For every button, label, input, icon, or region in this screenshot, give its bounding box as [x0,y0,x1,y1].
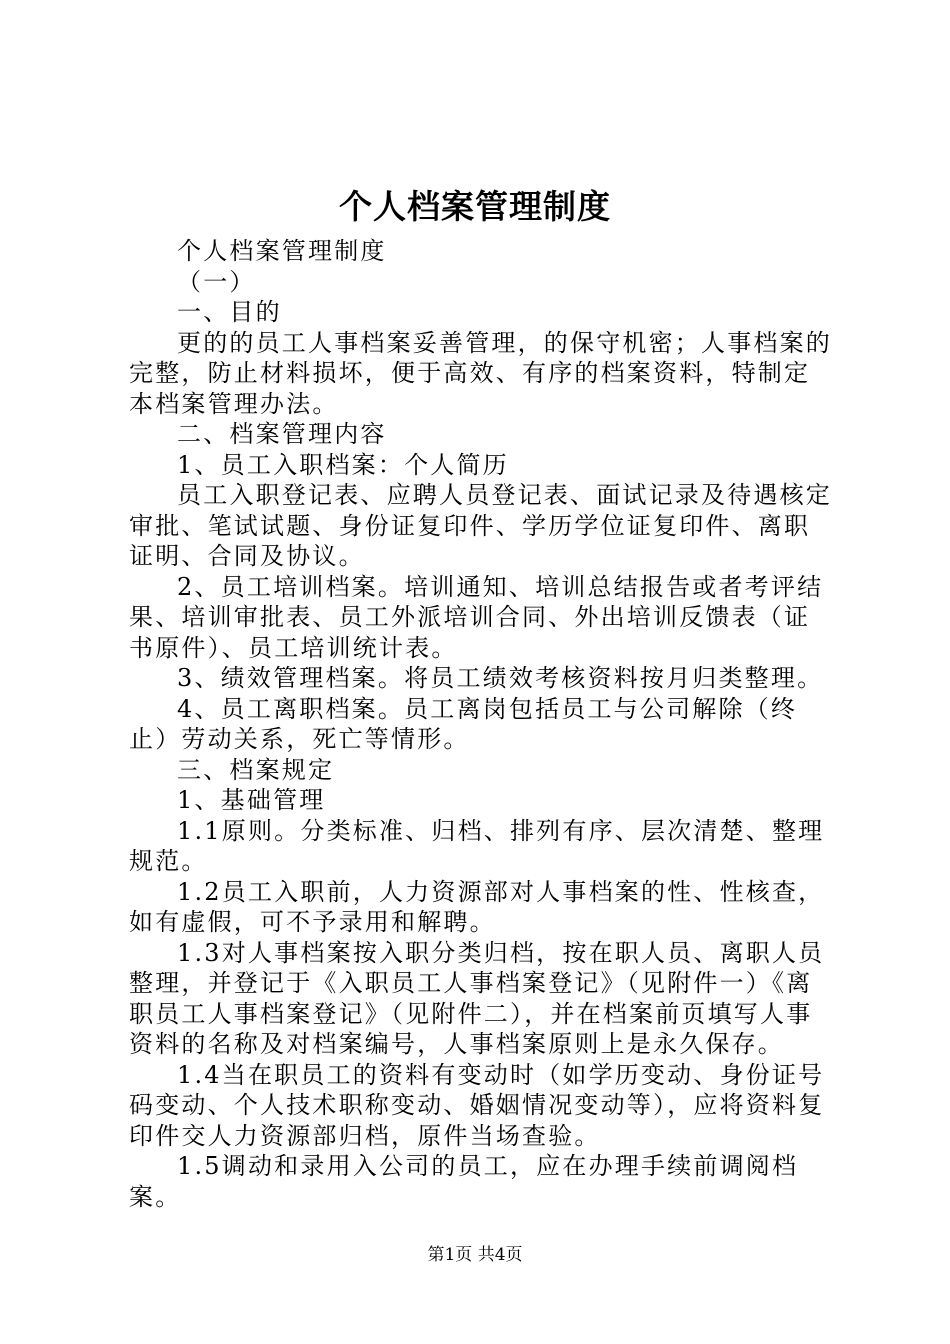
paragraph: 1、员工入职档案：个人简历 [177,450,509,479]
paragraph: （一） [177,267,256,296]
paragraph: 更的的员工人事档案妥善管理，的保守机密；人事档案的完整，防止材料损坏，便于高效、有序的档案资料，特制定本档案管理办法。 [129,328,832,418]
paragraph: 1.3对人事档案按入职分类归档，按在职人员、离职人员整理，并登记于《入职员工人事档案登记》（见附件一）《离职员工人事档案登记》（见附件二），并在档案前页填写人事资料的名称及对档案编号，人事档案原则上是永久保存。 [129,938,825,1058]
paragraph: 1.4当在职员工的资料有变动时（如学历变动、身份证号码变动、个人技术职称变动、婚姻情况变动等），应将资料复印件交人力资源部归档，原件当场查验。 [129,1060,825,1150]
paragraph: 2、员工培训档案。培训通知、培训总结报告或者考评结果、培训审批表、员工外派培训合同、外出培训反馈表（证书原件）、员工培训统计表。 [129,572,824,662]
section-heading: 三、档案规定 [177,755,335,784]
section-heading: 二、档案管理内容 [177,420,387,448]
document-title: 个人档案管理制度 [339,187,611,226]
paragraph: 4、员工离职档案。员工离岗包括员工与公司解除（终止）劳动关系，死亡等情形。 [129,694,798,753]
paragraph: 1.1原则。分类标准、归档、排列有序、层次清楚、整理规范。 [129,816,825,875]
page-footer: 第1页 共4页 [427,1245,523,1265]
paragraph: 1、基础管理 [177,786,326,814]
paragraph: 1.2员工入职前，人力资源部对人事档案的性、性核查，如有虚假，可不予录用和解聘。 [129,877,825,936]
paragraph: 个人档案管理制度 [177,237,387,265]
document-body [129,236,833,1212]
paragraph: 3、绩效管理档案。将员工绩效考核资料按月归类整理。 [177,664,824,692]
paragraph: 员工入职登记表、应聘人员登记表、面试记录及待遇核定审批、笔试试题、身份证复印件、学历学位证复印件、离职证明、合同及协议。 [129,481,832,570]
paragraph: 1.5调动和录用入公司的员工，应在办理手续前调阅档案。 [129,1152,799,1211]
section-heading: 一、目的 [177,298,282,326]
